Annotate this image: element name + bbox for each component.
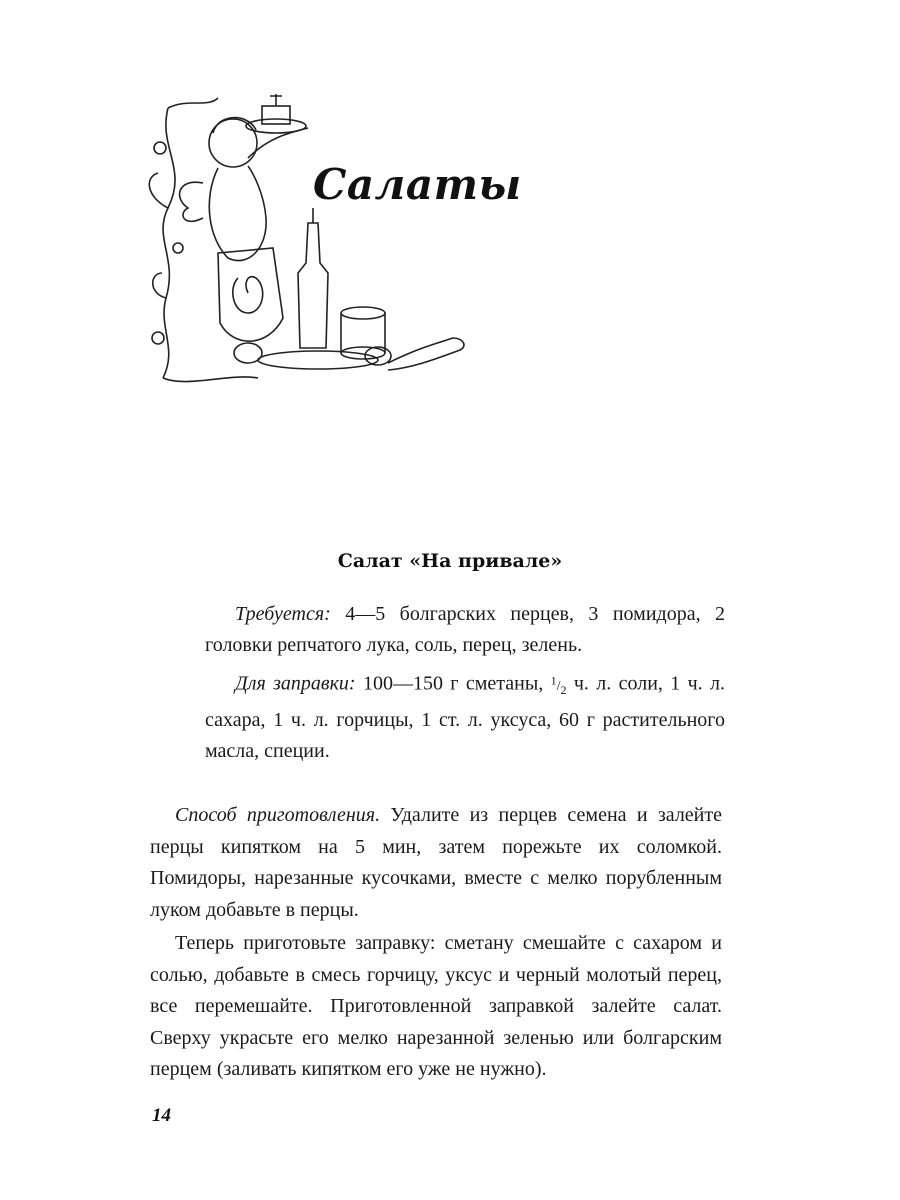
chapter-title: Салаты xyxy=(313,160,522,209)
method-block xyxy=(150,800,722,1088)
chapter-illustration xyxy=(148,88,478,390)
ingredients-block xyxy=(205,599,725,771)
page-number: 14 xyxy=(152,1105,171,1126)
method-paragraph-2: Теперь приготовьте заправку: сметану смешайте с сахаром и солью, добавьте в смесь горчицу, уксус и черный молотый перец, все перемешайте. Приготовленной заправкой залейте салат. Сверху украсьте его мелко нарезанной зеленью или болгарским перцем (заливать кипятком его уже не нужно). xyxy=(150,932,722,1080)
method-label: Способ приготовления. xyxy=(175,804,381,826)
recipe-title: Салат «На привале» xyxy=(337,550,563,572)
fraction-numerator: 1 xyxy=(550,673,557,687)
fraction: $^1/_2$ xyxy=(550,673,567,697)
required-ingredients xyxy=(205,599,725,661)
method-paragraph-1 xyxy=(150,800,722,926)
fraction-denominator: 2 xyxy=(560,682,567,697)
dressing-text-after: ч. л. соли, 1 ч. л. сахара, 1 ч. л. горчицы, 1 ст. л. уксуса, 60 г растительного масла, специи. xyxy=(205,672,725,763)
dressing-text-before: 100—150 г сметаны, xyxy=(355,672,551,695)
method-text-1: Удалите из перцев семена и залейте перцы кипятком на 5 мин, затем порежьте их соломкой. Помидоры, нарезанные кусочками, вместе с мелко порубленным луком добавьте в перцы. xyxy=(150,804,722,921)
dressing-label: Для заправки: xyxy=(235,672,356,695)
required-text: 4—5 болгарских перцев, 3 помидора, 2 головки репчатого лука, соль, перец, зелень. xyxy=(205,603,725,656)
dressing-ingredients xyxy=(205,665,725,767)
required-label: Требуется: xyxy=(235,603,331,625)
